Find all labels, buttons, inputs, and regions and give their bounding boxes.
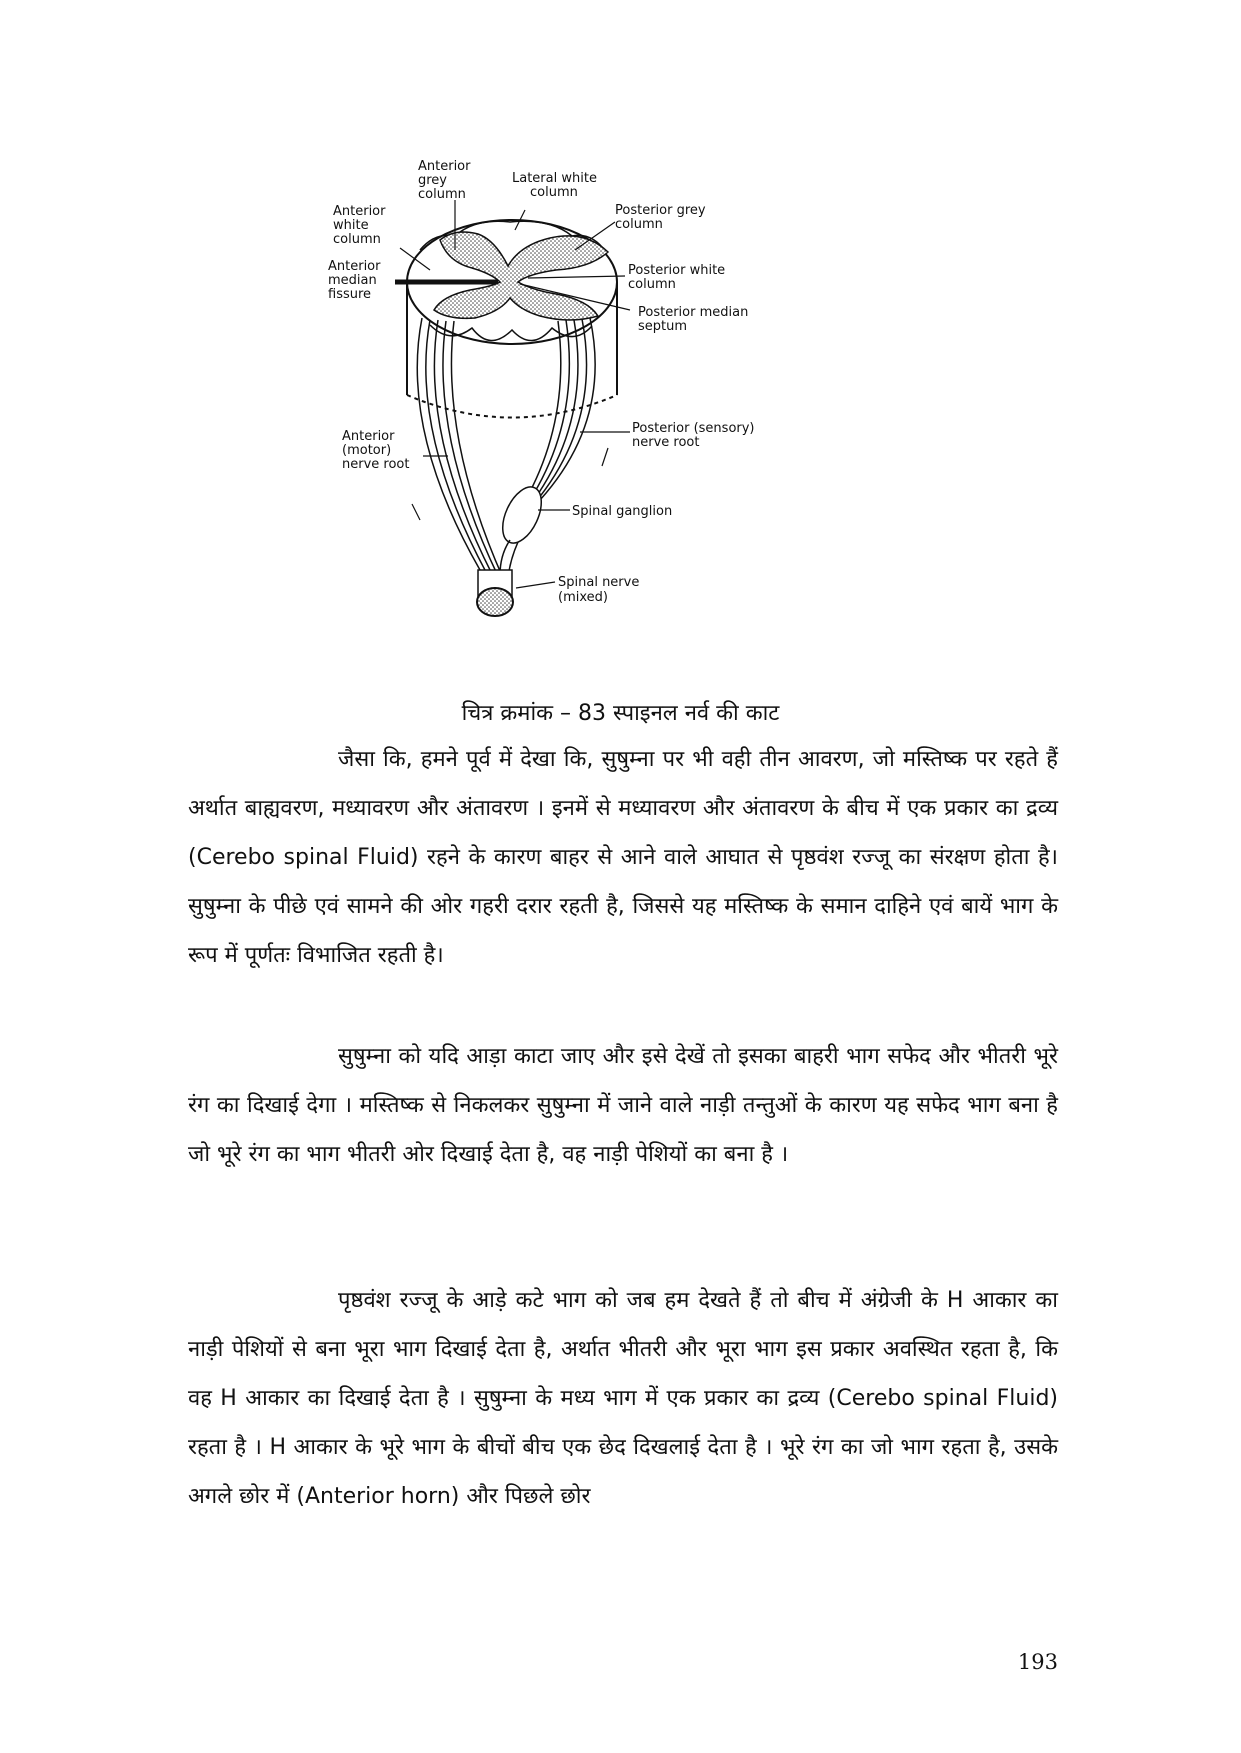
paragraph-1: जैसा कि, हमने पूर्व में देखा कि, सुषुम्ना पर भी वही तीन आवरण, जो मस्तिष्क पर रहते हैं अर्थात बाह्यवरण, मध्यावरण और अंतावरण । इनमें से मध्यावरण और अंतावरण के बीच में एक प्रकार का द्रव्य (Cerebo spinal Fluid) रहने के कारण बाहर से आने वाले आघात से पृष्ठवंश रज्जू का संरक्षण होता है। सुषुम्ना के पीछे एवं सामने की ओर गहरी दरार रहती है, जिससे यह मस्तिष्क के समान दाहिने एवं बायें भाग के रूप में पूर्णतः विभाजित रहती है। <box>188 747 1058 968</box>
label-anterior-white-column: Anterior white column <box>333 204 386 247</box>
label-anterior-grey-column: Anterior grey column <box>418 159 471 202</box>
label-posterior-sensory-root: Posterior (sensory) nerve root <box>632 421 755 450</box>
label-anterior-motor-root: Anterior (motor) nerve root <box>342 429 410 472</box>
label-spinal-nerve: Spinal nerve (mixed) <box>558 575 640 605</box>
label-anterior-median-fissure: Anterior median fissure <box>328 259 381 302</box>
page-number: 193 <box>1017 1650 1058 1674</box>
label-lateral-white-column: Lateral white column <box>512 171 597 200</box>
paragraph-3: पृष्ठवंश रज्जू के आड़े कटे भाग को जब हम देखते हैं तो बीच में अंग्रेजी के H आकार का नाड़ी पेशियों से बना भूरा भाग दिखाई देता है, अर्थात भीतरी और भूरा भाग इस प्रकार अवस्थित रहता है, कि वह H आकार का दिखाई देता है । सुषुम्ना के मध्य भाग में एक प्रकार का द्रव्य (Cerebo spinal Fluid) रहता है । H आकार के भूरे भाग के बीचों बीच एक छेद दिखलाई देता है । भूरे रंग का जो भाग रहता है, उसके अगले छोर में (Anterior horn) और पिछले छोर <box>188 1288 1058 1509</box>
paragraph-2: सुषुम्ना को यदि आड़ा काटा जाए और इसे देखें तो इसका बाहरी भाग सफेद और भीतरी भूरे रंग का दिखाई देगा । मस्तिष्क से निकलकर सुषुम्ना में जाने वाले नाड़ी तन्तुओं के कारण यह सफेद भाग बना है जो भूरे रंग का भाग भीतरी ओर दिखाई देता है, वह नाड़ी पेशियों का बना है । <box>188 1044 1058 1167</box>
figure-caption: चित्र क्रमांक – 83 स्पाइनल नर्व की काट <box>461 701 780 726</box>
spinal-nerve-diagram <box>328 159 880 690</box>
spinal-nerve-svg <box>328 159 880 690</box>
label-spinal-ganglion: Spinal ganglion <box>572 504 673 519</box>
label-posterior-white-column: Posterior white column <box>628 263 726 292</box>
label-posterior-median-septum: Posterior median septum <box>638 305 749 334</box>
nerve-roots <box>417 318 595 578</box>
spinal-nerve-trunk <box>477 570 513 616</box>
label-posterior-grey-column: Posterior grey column <box>615 203 706 232</box>
